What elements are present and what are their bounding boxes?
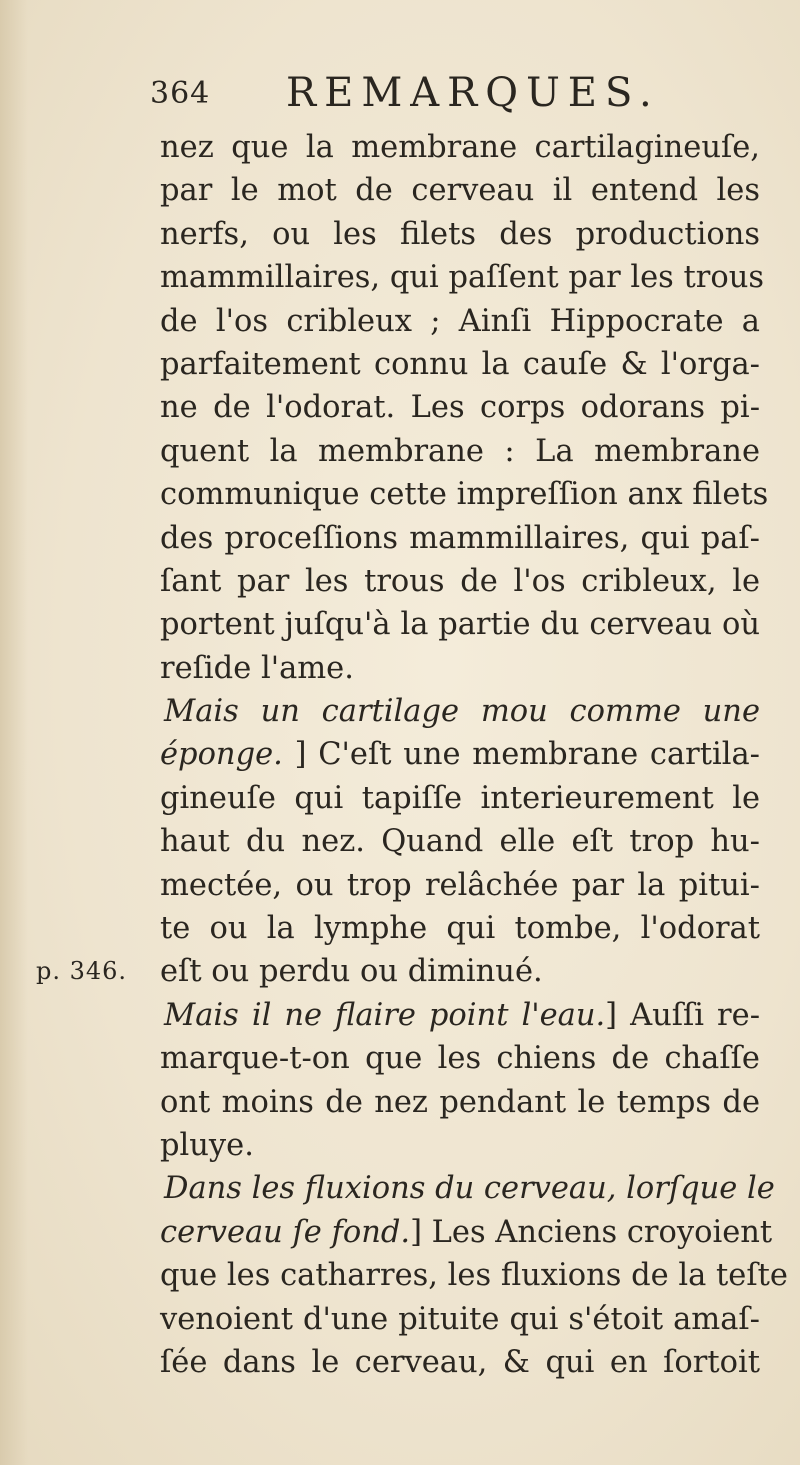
roman-text: eſt ou perdu ou diminué. xyxy=(160,954,543,990)
roman-text: communique cette impreſſion anx filets xyxy=(160,477,769,513)
page-number: 364 xyxy=(150,76,211,111)
roman-text: mectée, ou trop relâchée par la pitui- xyxy=(160,867,760,903)
text-line xyxy=(160,1211,773,1254)
roman-text: marque-t-on que les chiens de chaſſe xyxy=(160,1041,760,1077)
text-line xyxy=(160,386,760,429)
text-line xyxy=(160,864,760,907)
text-line xyxy=(160,1124,760,1167)
roman-text: ] Auſſi re- xyxy=(605,997,760,1033)
text-line xyxy=(160,126,760,169)
text-line xyxy=(160,690,760,733)
roman-text: ] Les Anciens croyoient xyxy=(410,1214,773,1250)
text-line xyxy=(160,1254,788,1297)
roman-text: que les catharres, les fluxions de la teſte xyxy=(160,1258,788,1294)
italic-lemma: Mais un cartilage mou comme une xyxy=(164,694,760,730)
text-line xyxy=(160,1341,760,1384)
text-line xyxy=(160,1081,760,1124)
text-line xyxy=(160,820,760,863)
text-line xyxy=(160,647,760,690)
running-title: REMARQUES. xyxy=(286,70,660,116)
roman-text: ] C'eſt une membrane cartila- xyxy=(282,737,760,773)
italic-lemma: éponge. xyxy=(160,737,283,773)
roman-text: venoient d'une pituite qui s'étoit amaſ- xyxy=(160,1301,760,1337)
roman-text: gineuſe qui tapiſſe interieurement le xyxy=(160,780,760,816)
text-line xyxy=(160,560,760,603)
page-gutter-shadow xyxy=(0,0,28,1465)
roman-text: par le mot de cerveau il entend les xyxy=(160,173,760,209)
roman-text: ſée dans le cerveau, & qui en ſortoit xyxy=(160,1344,760,1380)
italic-lemma: cerveau ſe fond. xyxy=(160,1214,411,1250)
text-line xyxy=(160,517,760,560)
roman-text: nerfs, ou les filets des productions xyxy=(160,216,760,252)
italic-lemma: Dans les fluxions du cerveau, lorſque le xyxy=(164,1171,775,1207)
roman-text: de l'os cribleux ; Ainſi Hippocrate a xyxy=(160,303,760,339)
text-line xyxy=(160,256,764,299)
text-line xyxy=(160,1037,760,1080)
text-line xyxy=(160,907,760,950)
roman-text: nez que la membrane cartilagineuſe, xyxy=(160,130,760,165)
text-line xyxy=(160,950,760,993)
text-line xyxy=(160,733,760,776)
roman-text: ſant par les trous de l'os cribleux, le xyxy=(160,563,760,599)
running-head xyxy=(150,70,770,126)
text-line xyxy=(160,603,760,646)
roman-text: haut du nez. Quand elle eſt trop hu- xyxy=(160,824,760,860)
text-line xyxy=(160,343,760,386)
margin-reference: p. 346. xyxy=(36,957,128,985)
text-line xyxy=(160,1298,760,1341)
italic-lemma: Mais il ne flaire point l'eau. xyxy=(164,997,606,1033)
text-line xyxy=(160,1167,775,1210)
roman-text: portent juſqu'à la partie du cerveau où xyxy=(160,607,760,643)
text-line xyxy=(160,169,760,212)
roman-text: parfaitement connu la cauſe & l'orga- xyxy=(160,346,760,382)
roman-text: quent la membrane : La membrane xyxy=(160,433,760,469)
text-line xyxy=(160,994,760,1037)
roman-text: reſide l'ame. xyxy=(160,650,354,686)
text-line xyxy=(160,777,760,820)
body-text xyxy=(160,126,788,1384)
roman-text: mammillaires, qui paſſent par les trous xyxy=(160,260,764,296)
roman-text: ont moins de nez pendant le temps de xyxy=(160,1084,760,1120)
roman-text: ne de l'odorat. Les corps odorans pi- xyxy=(160,390,760,426)
roman-text: te ou la lymphe qui tombe, l'odorat xyxy=(160,911,760,947)
text-line xyxy=(160,213,760,256)
text-line xyxy=(160,300,760,343)
text-line xyxy=(160,430,760,473)
roman-text: des proceſſions mammillaires, qui paſ- xyxy=(160,520,760,556)
roman-text: pluye. xyxy=(160,1127,254,1163)
text-line xyxy=(160,473,769,516)
